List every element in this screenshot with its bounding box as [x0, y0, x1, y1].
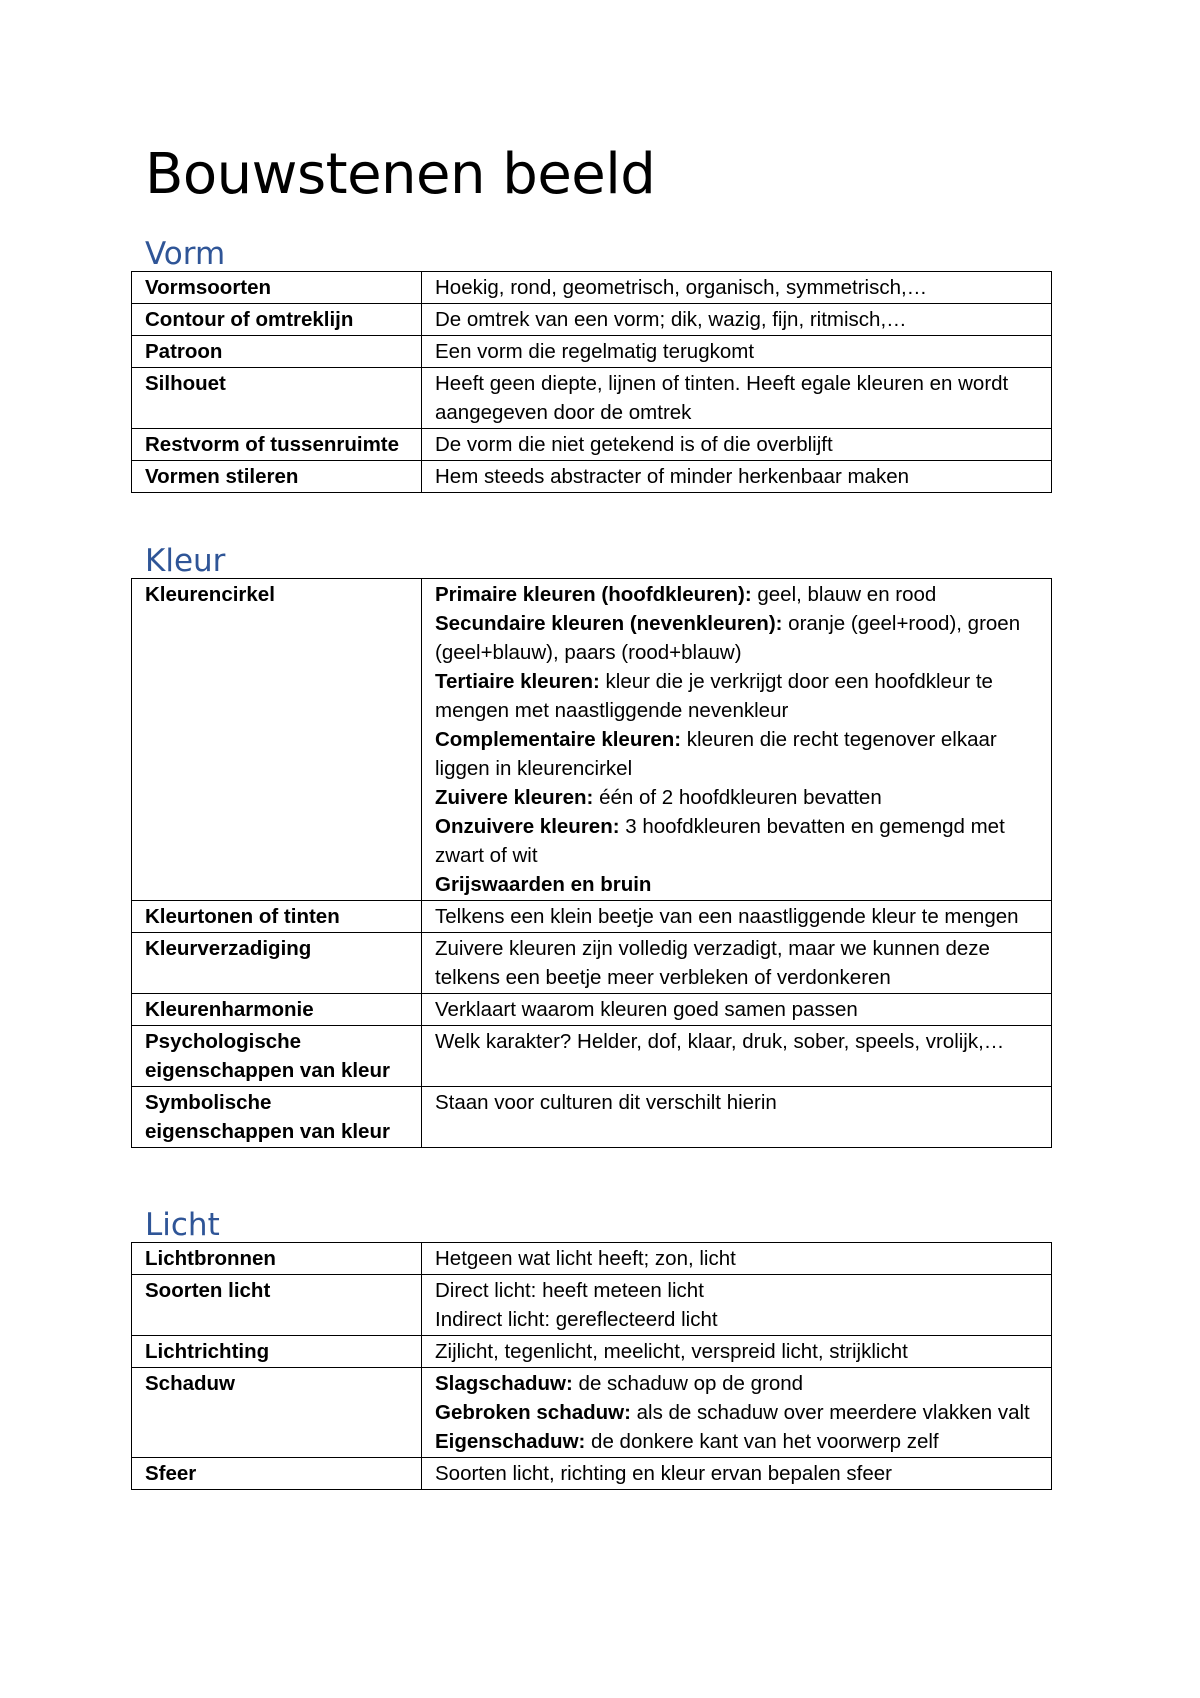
list-item [435, 1427, 1043, 1456]
list-item [435, 580, 1043, 609]
row-value: Hem steeds abstracter of minder herkenbaar maken [422, 461, 1052, 493]
row-value: De omtrek van een vorm; dik, wazig, fijn, ritmisch,… [422, 304, 1052, 336]
row-value: Zijlicht, tegenlicht, meelicht, verspreid licht, strijklicht [422, 1336, 1052, 1368]
row-value: Een vorm die regelmatig terugkomt [422, 336, 1052, 368]
description: één of 2 hoofdkleuren bevatten [593, 786, 882, 809]
list-item: Indirect licht: gereflecteerd licht [435, 1308, 718, 1331]
row-label: Kleurenharmonie [132, 994, 422, 1026]
term: Primaire kleuren (hoofdkleuren): [435, 583, 752, 606]
section-heading-licht: Licht [145, 1207, 220, 1243]
description: kleuren die recht tegenover elkaar liggen in kleurencirkel [435, 728, 997, 780]
term: Tertiaire kleuren: [435, 670, 600, 693]
list-item [435, 1369, 1043, 1398]
row-label: Vormen stileren [132, 461, 422, 493]
table-row [132, 901, 1052, 933]
section-heading-vorm: Vorm [145, 236, 226, 272]
row-value: Hoekig, rond, geometrisch, organisch, symmetrisch,… [422, 272, 1052, 304]
table-row [132, 1368, 1052, 1458]
row-value: Soorten licht, richting en kleur ervan bepalen sfeer [422, 1458, 1052, 1490]
list-item [435, 609, 1043, 667]
row-value: De vorm die niet getekend is of die overblijft [422, 429, 1052, 461]
row-label: Soorten licht [132, 1275, 422, 1336]
term: Complementaire kleuren: [435, 728, 682, 751]
row-value: Telkens een klein beetje van een naastliggende kleur te mengen [422, 901, 1052, 933]
row-label: Contour of omtreklijn [132, 304, 422, 336]
term: Onzuivere kleuren: [435, 815, 620, 838]
row-value: Verklaart waarom kleuren goed samen passen [422, 994, 1052, 1026]
table-row [132, 368, 1052, 429]
table-row [132, 429, 1052, 461]
term: Eigenschaduw: [435, 1430, 586, 1453]
row-value: Heeft geen diepte, lijnen of tinten. Heeft egale kleuren en wordt aangegeven door de omtrek [422, 368, 1052, 429]
list-item [435, 870, 1043, 899]
list-item [435, 812, 1043, 870]
list-item [435, 1398, 1043, 1427]
row-label: Lichtrichting [132, 1336, 422, 1368]
description: de schaduw op de grond [572, 1372, 804, 1395]
description: oranje (geel+rood), groen (geel+blauw), paars (rood+blauw) [435, 612, 1021, 664]
list-item [435, 783, 1043, 812]
row-label: Symbolische eigenschappen van kleur [132, 1087, 422, 1148]
description: de donkere kant van het voorwerp zelf [585, 1430, 939, 1453]
row-value: Zuivere kleuren zijn volledig verzadigt, maar we kunnen deze telkens een beetje meer verbleken of verdonkeren [422, 933, 1052, 994]
kleurencirkel-list [422, 579, 1052, 901]
table-row [132, 1243, 1052, 1275]
table-row [132, 933, 1052, 994]
row-label: Kleurverzadiging [132, 933, 422, 994]
row-label: Kleurtonen of tinten [132, 901, 422, 933]
description: 3 hoofdkleuren bevatten en gemengd met zwart of wit [435, 815, 1005, 867]
row-label: Silhouet [132, 368, 422, 429]
row-label: Patroon [132, 336, 422, 368]
vorm-table [131, 271, 1052, 493]
row-label: Restvorm of tussenruimte [132, 429, 422, 461]
table-row [132, 336, 1052, 368]
row-label: Sfeer [132, 1458, 422, 1490]
description: geel, blauw en rood [751, 583, 937, 606]
page-title: Bouwstenen beeld [145, 142, 656, 207]
table-row [132, 1336, 1052, 1368]
term: Gebroken schaduw: [435, 1401, 631, 1424]
term: Zuivere kleuren: [435, 786, 594, 809]
list-item: Direct licht: heeft meteen licht [435, 1279, 704, 1302]
table-row [132, 461, 1052, 493]
row-value: Staan voor culturen dit verschilt hierin [422, 1087, 1052, 1148]
table-row [132, 579, 1052, 901]
kleur-table [131, 578, 1052, 1148]
description: als de schaduw over meerdere vlakken valt [630, 1401, 1030, 1424]
table-row [132, 1087, 1052, 1148]
row-label: Schaduw [132, 1368, 422, 1458]
section-heading-kleur: Kleur [145, 543, 226, 579]
table-row [132, 1458, 1052, 1490]
list-item [435, 725, 1043, 783]
term: Grijswaarden en bruin [435, 873, 652, 896]
licht-table [131, 1242, 1052, 1490]
table-row [132, 272, 1052, 304]
table-row [132, 1275, 1052, 1336]
table-row [132, 304, 1052, 336]
soorten-licht-list [422, 1275, 1052, 1336]
term: Secundaire kleuren (nevenkleuren): [435, 612, 783, 635]
row-label: Kleurencirkel [132, 579, 422, 901]
description: kleur die je verkrijgt door een hoofdkleur te mengen met naastliggende nevenkleur [435, 670, 993, 722]
schaduw-list [422, 1368, 1052, 1458]
row-value: Hetgeen wat licht heeft; zon, licht [422, 1243, 1052, 1275]
list-item [435, 667, 1043, 725]
row-value: Welk karakter? Helder, dof, klaar, druk, sober, speels, vrolijk,… [422, 1026, 1052, 1087]
row-label: Lichtbronnen [132, 1243, 422, 1275]
row-label: Psychologische eigenschappen van kleur [132, 1026, 422, 1087]
table-row [132, 1026, 1052, 1087]
table-row [132, 994, 1052, 1026]
term: Slagschaduw: [435, 1372, 573, 1395]
row-label: Vormsoorten [132, 272, 422, 304]
